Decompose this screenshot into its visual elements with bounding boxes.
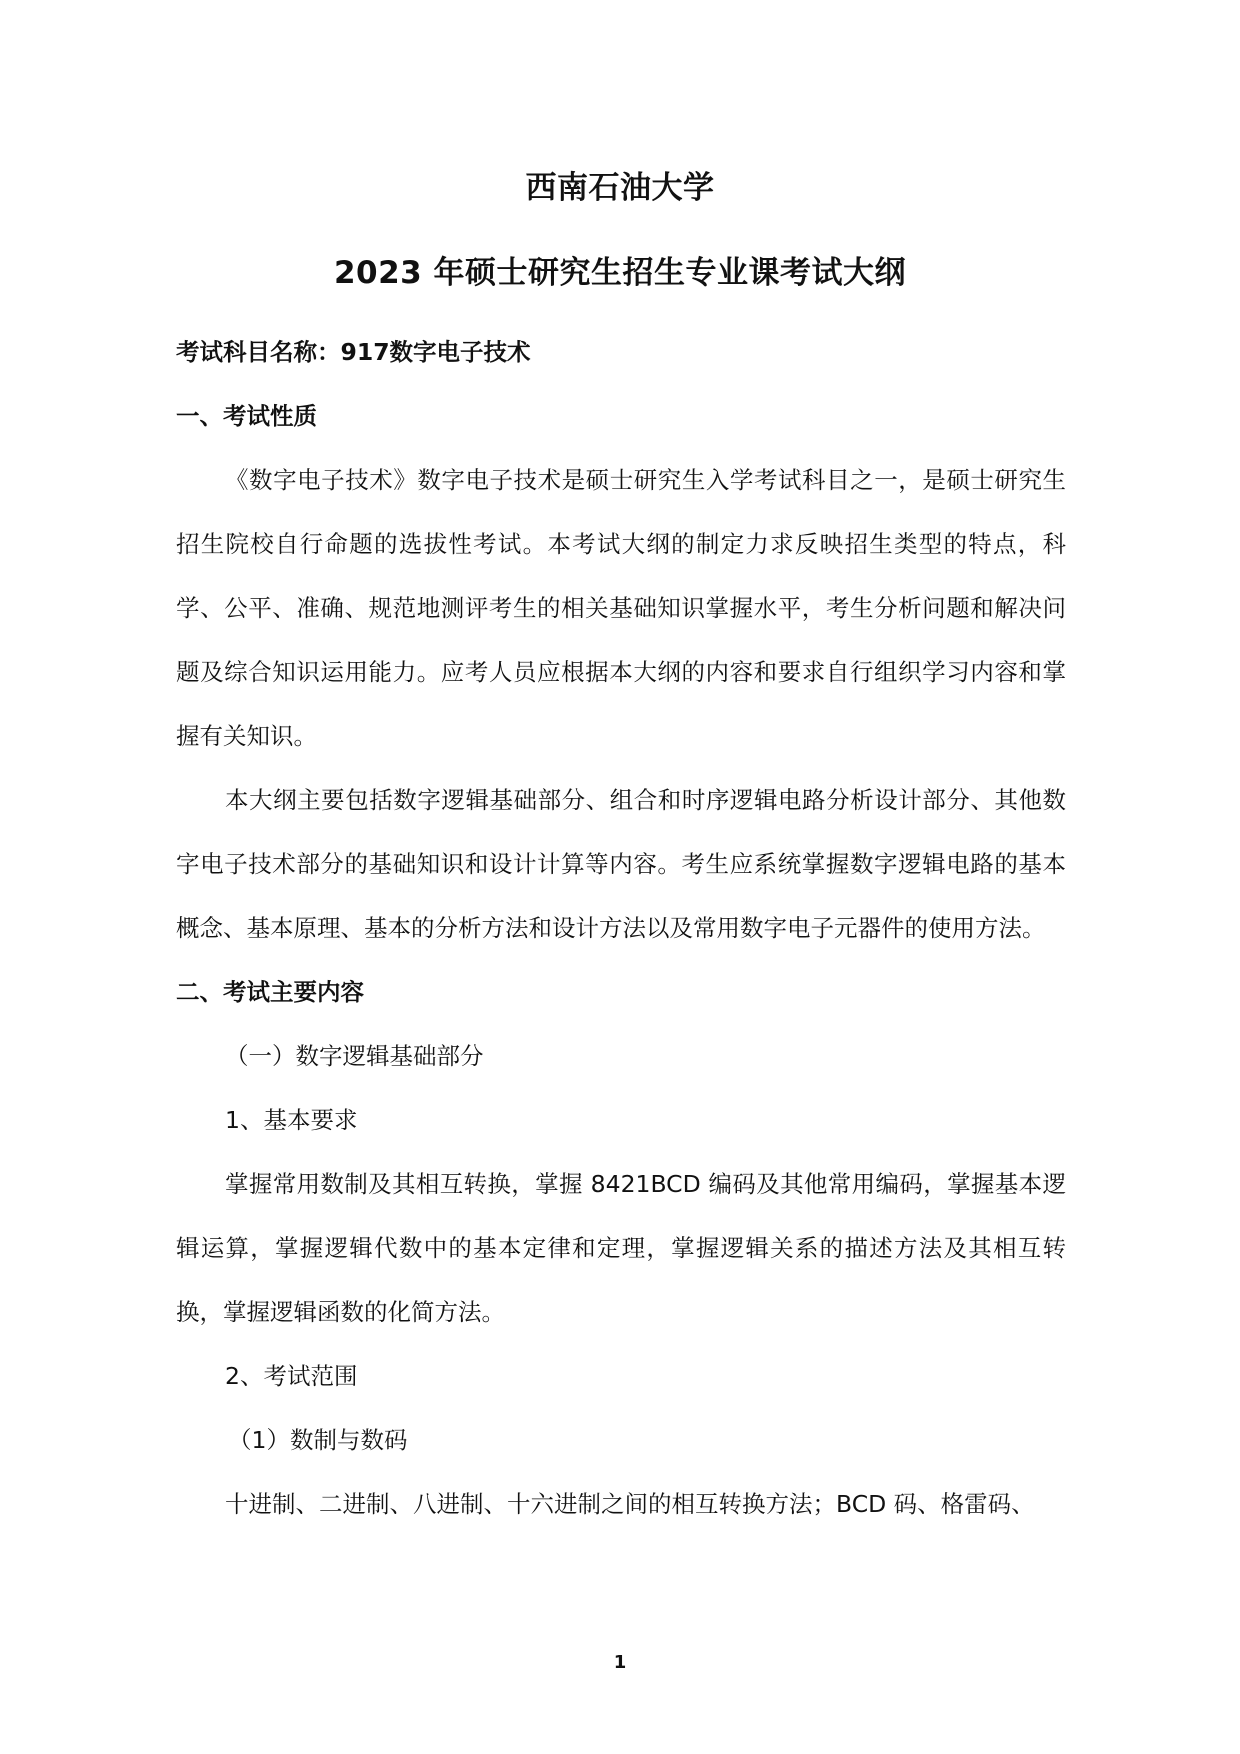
section-heading-nature: 一、考试性质 <box>176 402 317 430</box>
document-title: 2023 年硕士研究生招生专业课考试大纲 <box>333 255 907 291</box>
paragraph-nature-2: 本大纲主要包括数字逻辑基础部分、组合和时序逻辑电路分析设计部分、其他数字电子技术部分的基础知识和设计计算等内容。考生应系统掌握数字逻辑电路的基本概念、基本原理、基本的分析方法和设计方法以及常用数字电子元器件的使用方法。 <box>176 786 1066 942</box>
scope-item-heading: （1）数制与数码 <box>228 1426 408 1454</box>
document-body <box>176 320 1066 1536</box>
requirements-heading: 1、基本要求 <box>225 1106 358 1134</box>
paragraph-nature-1: 《数字电子技术》数字电子技术是硕士研究生入学考试科目之一，是硕士研究生招生院校自行命题的选拔性考试。本考试大纲的制定力求反映招生类型的特点，科学、公平、准确、规范地测评考生的相关基础知识掌握水平，考生分析问题和解决问题及综合知识运用能力。应考人员应根据本大纲的内容和要求自行组织学习内容和掌握有关知识。 <box>176 466 1066 750</box>
page-number: 1 <box>613 1652 627 1673</box>
subsection-heading-logic-basics: （一）数字逻辑基础部分 <box>225 1042 484 1070</box>
scope-heading: 2、考试范围 <box>225 1362 358 1390</box>
section-heading-content: 二、考试主要内容 <box>176 978 364 1006</box>
scope-item-paragraph: 十进制、二进制、八进制、十六进制之间的相互转换方法；BCD 码、格雷码、 <box>225 1490 1035 1518</box>
university-title: 西南石油大学 <box>525 170 715 206</box>
subject-line: 考试科目名称：917数字电子技术 <box>176 338 531 366</box>
requirements-paragraph: 掌握常用数制及其相互转换，掌握 8421BCD 编码及其他常用编码，掌握基本逻辑运算，掌握逻辑代数中的基本定律和定理，掌握逻辑关系的描述方法及其相互转换，掌握逻辑函数的化简方法。 <box>176 1170 1066 1326</box>
